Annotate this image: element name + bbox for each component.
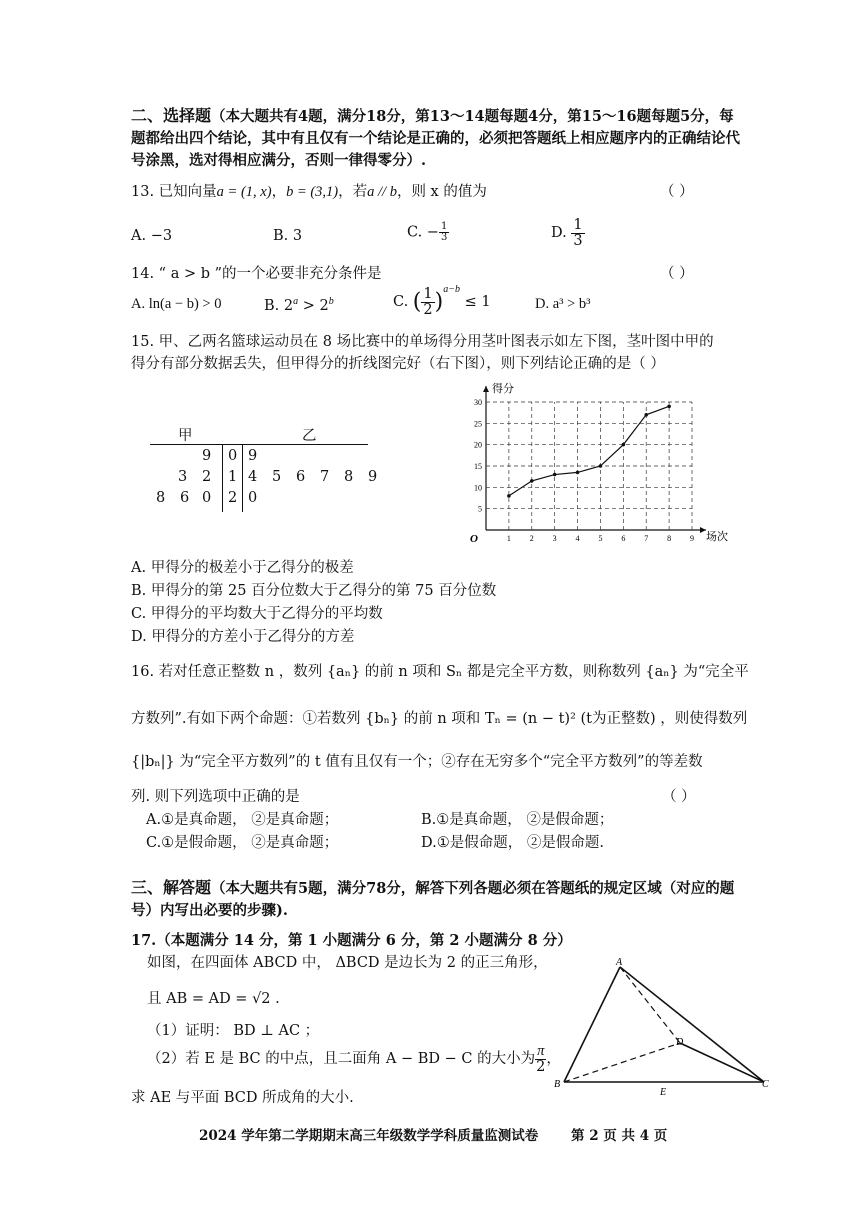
x-tick-label: 4: [575, 534, 580, 543]
label-e: E: [660, 1087, 667, 1098]
q16-bracket: （ ）: [662, 789, 696, 805]
x-tick-label: 6: [621, 534, 626, 543]
origin-label: O: [470, 533, 478, 545]
q13-a-vector: a = (1, x): [216, 184, 272, 200]
q16-line4: 列. 则下列选项中正确的是: [131, 789, 300, 805]
section2-intro-text: （本大题共有4题，满分18分，第13～14题每题4分，第15～16题每题5分，每题都给出四个结论，其中有且仅有一个结论是正确的，必须把答题纸上相应题序内的正确结论代号涂黑，选对得相应满分，否则一律得零分）.: [131, 108, 740, 169]
q13-cond-prefix: ，若: [338, 184, 368, 200]
q13-bracket: （ ）: [660, 184, 694, 200]
q14-option-c: C. ( $\frac{1}{2}$ )$^{a-b}$ ≤ 1: [393, 284, 491, 318]
q16-line3: {|bₙ|} 为“完全平方数列”的 t 值有且仅有一个；②存在无穷多个“完全平方数列”的等差数: [131, 754, 703, 770]
q17-header: 17.（本题满分 14 分，第 1 小题满分 6 分，第 2 小题满分 8 分）: [131, 932, 572, 949]
stem-leaf-rule-right: [242, 444, 243, 512]
data-point: [530, 479, 534, 483]
q14-frac-c: $\frac{1}{2}$: [423, 286, 433, 318]
section2-heading: 二、选择题: [131, 106, 212, 125]
label-a: A: [616, 957, 623, 968]
footer-page: 第 2 页 共 4 页: [571, 1128, 668, 1144]
q17-line1: 如图，在四面体 ABCD 中， ΔBCD 是边长为 2 的正三角形，: [147, 955, 548, 971]
x-tick-label: 8: [667, 534, 672, 543]
q15-stem-line1: 15. 甲、乙两名篮球运动员在 8 场比赛中的单场得分用茎叶图表示如左下图，茎叶图中甲的: [131, 334, 714, 350]
q13-stem-line: 13. 已知向量a = (1, x)，b = (3,1)，若a // b，则 x 的值为: [131, 184, 487, 200]
label-c: C: [762, 1079, 769, 1090]
y-tick-label: 25: [474, 419, 482, 429]
q16-line1: 16. 若对任意正整数 n ，数列 {aₙ} 的前 n 项和 Sₙ 都是完全平方数，则称数列 {aₙ} 为“完全平: [131, 664, 749, 680]
footer-title: 2024 学年第二学期期末高三年级数学学科质量监测试卷: [199, 1128, 539, 1144]
q14-bracket: （ ）: [660, 266, 694, 282]
q16-line2: 方数列”.有如下两个命题：①若数列 {bₙ} 的前 n 项和 Tₙ = (n − t)² (t为正整数) ，则使得数列: [131, 711, 748, 727]
section2-intro: [131, 105, 741, 172]
stem-leaf-left-header: 甲: [178, 428, 193, 444]
section3-intro: [131, 877, 741, 922]
edge-ab: [564, 967, 620, 1082]
q16-option-b: B.①是真命题， ②是假命题；: [421, 812, 614, 828]
q17-line2: 且 AB = AD = √2 .: [147, 991, 280, 1007]
q17-part1: （1）证明： BD ⊥ AC ；: [147, 1023, 320, 1039]
q15-option-d: D. 甲得分的方差小于乙得分的方差: [131, 629, 355, 645]
y-tick-label: 5: [478, 504, 482, 514]
q13-condition: a // b: [367, 184, 397, 200]
q13-option-b: B. 3: [273, 228, 303, 244]
q13-frac-c: $\frac{1}{3}$: [440, 221, 448, 243]
data-point: [599, 464, 603, 468]
q13-option-d: D. $\frac{1}{3}$: [551, 217, 583, 249]
x-tick-label: 1: [506, 534, 511, 543]
y-tick-label: 30: [474, 398, 482, 407]
stem-leaf-right-header: 乙: [302, 428, 317, 444]
q16-option-d: D.①是假命题， ②是假命题.: [421, 835, 604, 851]
data-point: [553, 473, 557, 477]
q13-option-a: A. −3: [131, 228, 173, 244]
q14-option-d: D. a³ > b³: [535, 296, 591, 312]
x-axis-label: 场次: [706, 531, 728, 543]
x-tick-label: 7: [644, 534, 649, 543]
edge-ac: [620, 967, 764, 1082]
edge-bd: [564, 1043, 680, 1082]
x-tick-label: 2: [529, 534, 534, 543]
q14-option-a: A. ln(a − b) > 0: [131, 296, 222, 312]
x-tick-label: 9: [690, 534, 694, 543]
q14-stem: 14. “ a > b ”的一个必要非充分条件是: [131, 266, 382, 282]
data-point: [667, 404, 671, 408]
label-d: D: [676, 1037, 684, 1048]
q16-option-c: C.①是假命题， ②是真命题；: [146, 835, 339, 851]
q13-frac-d: $\frac{1}{3}$: [573, 217, 583, 249]
q15-option-b: B. 甲得分的第 25 百分位数大于乙得分的第 75 百分位数: [131, 583, 497, 599]
x-tick-label: 3: [552, 534, 557, 543]
tetrahedron-figure: [550, 955, 780, 1100]
q17-part2-line2: 求 AE 与平面 BCD 所成角的大小.: [131, 1090, 354, 1106]
y-tick-label: 10: [474, 483, 482, 493]
x-tick-label: 5: [598, 534, 603, 543]
stem-leaf-plot: 甲 乙 9 0 9 3 2 1 4 5 6 7 8 9 8 6 0 2 0: [150, 424, 380, 514]
q17-frac-pi: $\frac{\pi}{2}$: [536, 1043, 546, 1075]
data-point: [622, 443, 626, 447]
label-b: B: [554, 1079, 561, 1090]
y-tick-label: 15: [474, 462, 482, 471]
y-axis-label: 得分: [492, 383, 514, 395]
y-axis-arrow: [483, 386, 489, 392]
data-point: [507, 494, 511, 498]
edge-ad: [620, 967, 680, 1043]
q13-option-c: C. − $\frac{1}{3}$: [407, 221, 448, 243]
series-line: [509, 406, 669, 496]
section3-intro-text: （本大题共有5题，满分78分，解答下列各题必须在答题纸的规定区域（对应的题号）内写出必要的步骤).: [131, 880, 735, 919]
q17-part2: （2）若 E 是 BC 的中点，且二面角 A − BD − C 的大小为 $\frac{\pi}{2}$ ，: [147, 1043, 561, 1075]
q15-option-c: C. 甲得分的平均数大于乙得分的平均数: [131, 606, 383, 622]
data-point: [644, 413, 648, 417]
y-tick-label: 20: [474, 440, 482, 450]
q14-option-b: B. $2^a > 2^b$: [264, 296, 334, 314]
q13-ask: ，则 x 的值为: [396, 184, 487, 200]
q13-b-vector: b = (3,1): [286, 184, 339, 200]
section3-heading: 三、解答题: [131, 878, 212, 897]
score-line-chart: [452, 380, 728, 546]
data-point: [576, 471, 580, 475]
stem-leaf-rule-left: [222, 444, 223, 512]
q15-option-a: A. 甲得分的极差小于乙得分的极差: [131, 560, 354, 576]
q16-option-a: A.①是真命题， ②是真命题；: [146, 812, 339, 828]
q13-stem: 13. 已知向量: [131, 184, 217, 200]
q15-stem-line2: 得分有部分数据丢失，但甲得分的折线图完好（右下图），则下列结论正确的是（ ）: [131, 356, 665, 372]
